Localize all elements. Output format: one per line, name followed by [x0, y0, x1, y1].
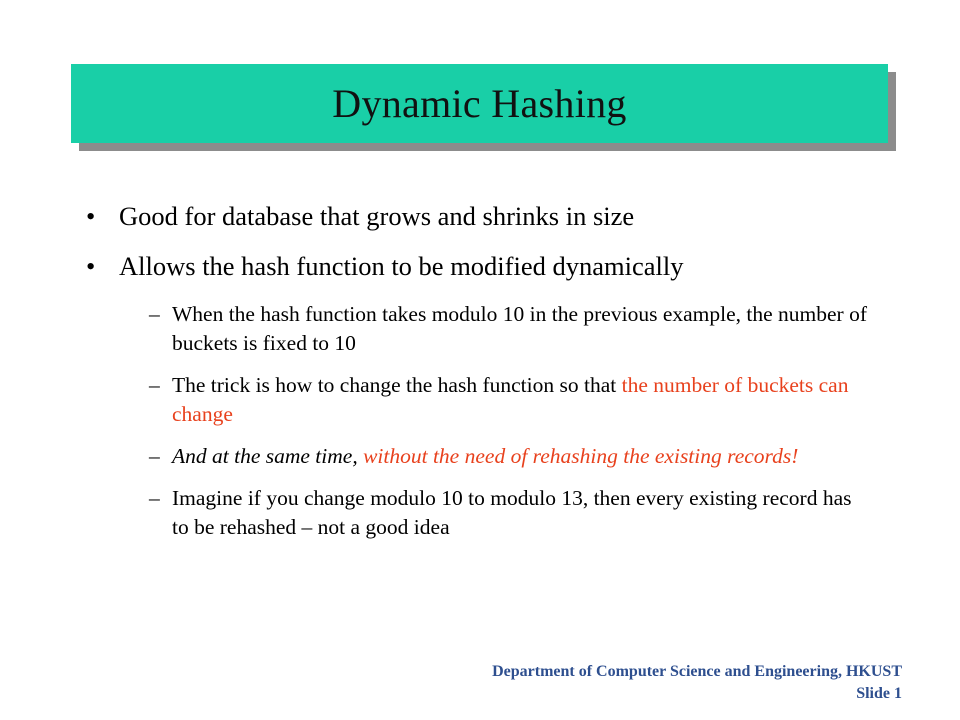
sub-bullet-text: Imagine if you change modulo 10 to modulo 13, then every existing record has to be rehashed – not a good idea: [172, 486, 852, 539]
bullet-text: Allows the hash function to be modified dynamically: [119, 251, 684, 281]
bullet-item: [86, 250, 886, 283]
sub-bullet-highlight-text: the number of buckets can change: [172, 373, 849, 426]
dash-icon: –: [149, 373, 160, 397]
sub-bullet-item: [149, 371, 869, 429]
slide-title: Dynamic Hashing: [332, 81, 627, 126]
sub-bullet-plain-text: The trick is how to change the hash function so that: [172, 373, 622, 397]
bullet-text: Good for database that grows and shrinks in size: [119, 201, 635, 231]
sub-bullet-highlight-text: without the need of rehashing the existing records!: [363, 444, 799, 468]
sub-bullet-item: [149, 442, 869, 471]
sub-bullet-text: When the hash function takes modulo 10 in the previous example, the number of buckets is fixed to 10: [172, 302, 867, 355]
sub-bullet-text: [172, 442, 869, 471]
footer-slide-number: Slide 1: [856, 685, 902, 702]
sub-bullet-text: [172, 371, 869, 429]
sub-bullet-plain-text: And at the same time,: [172, 444, 364, 468]
footer-department: Department of Computer Science and Engineering, HKUST: [492, 663, 902, 680]
bullet-item: [86, 200, 886, 233]
dash-icon: –: [149, 302, 160, 326]
slide-footer: [492, 661, 902, 705]
sub-bullet-item: [149, 484, 869, 542]
title-box: [71, 64, 888, 143]
bullet-icon: •: [86, 251, 96, 281]
dash-icon: –: [149, 486, 160, 510]
bullet-icon: •: [86, 201, 96, 231]
slide-content: [86, 200, 886, 555]
sub-bullet-item: [149, 300, 869, 358]
dash-icon: –: [149, 444, 160, 468]
